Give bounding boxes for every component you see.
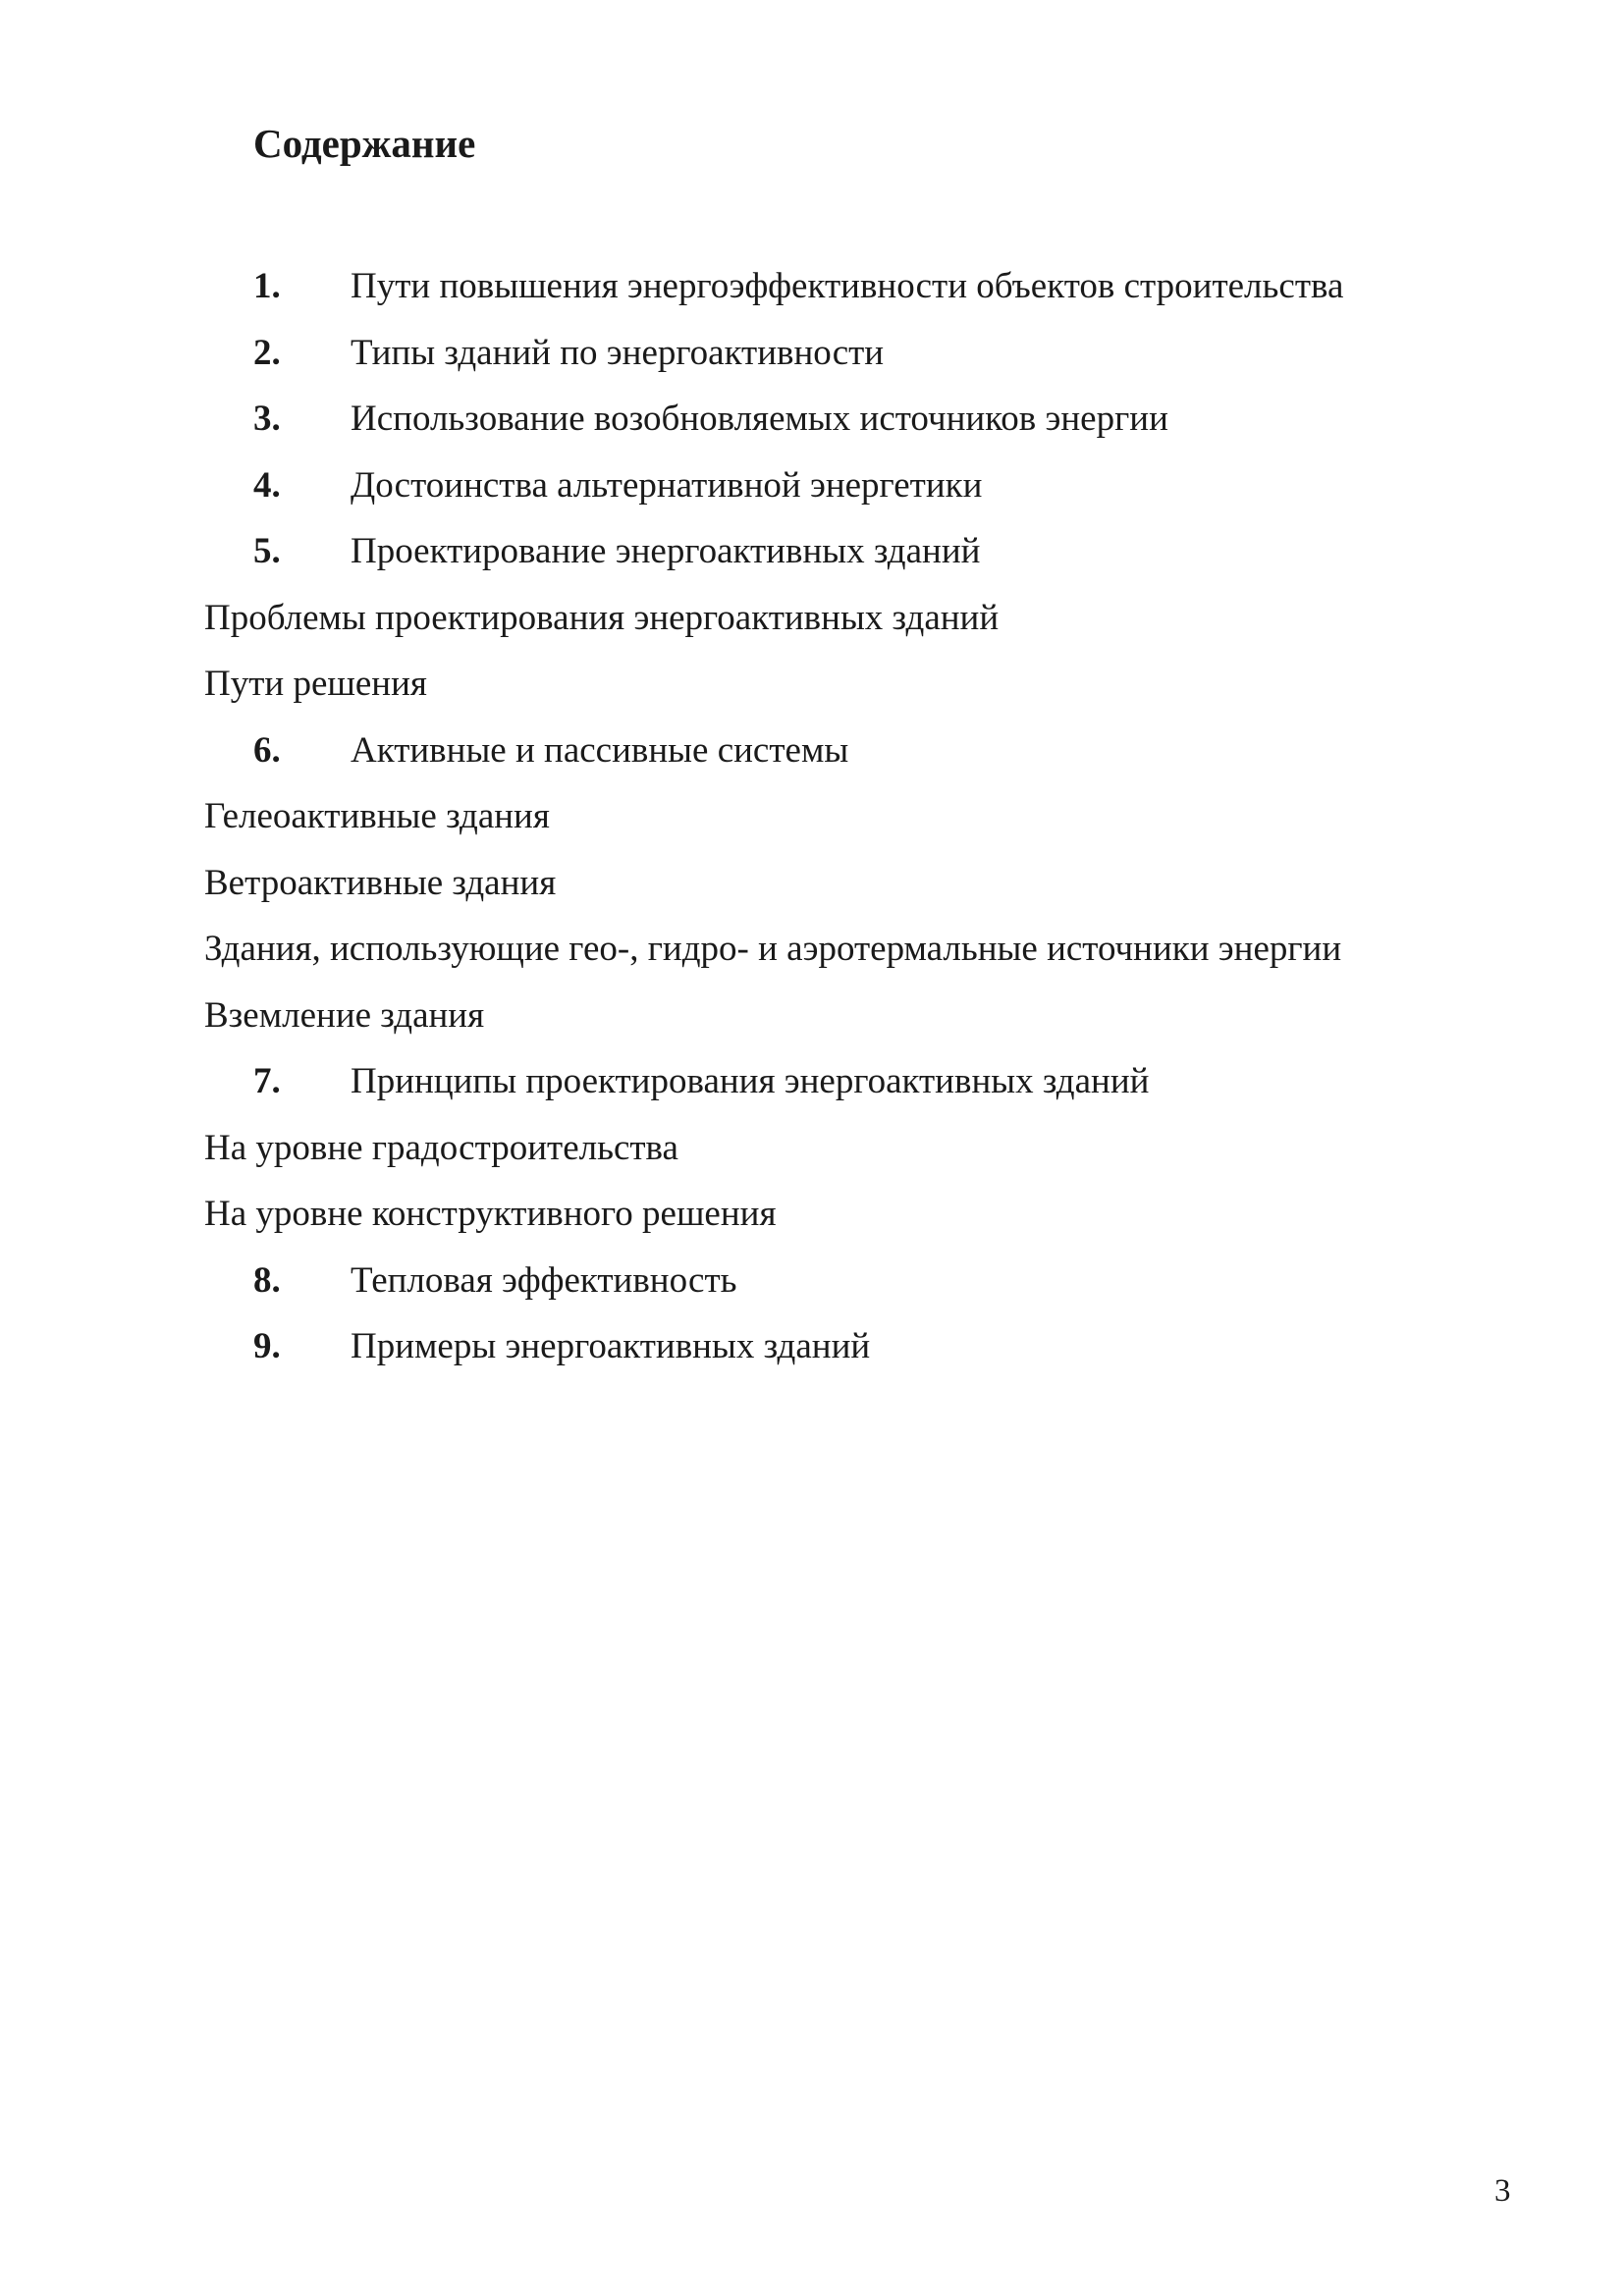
toc-item-number: 3. (253, 399, 281, 439)
toc-subitem (0, 793, 1624, 860)
toc-item-number: 2. (253, 332, 281, 373)
page-title: Содержание (253, 121, 476, 166)
toc-subitem-label: Вземление здания (204, 994, 485, 1036)
toc-subitem-label: Пути решения (204, 664, 427, 704)
toc-item-label: Пути повышения энергоэффективности объектов строительства (351, 266, 1344, 306)
toc-item-number: 6. (253, 729, 281, 771)
toc-subitem (0, 992, 1624, 1059)
toc-item (0, 396, 1624, 462)
toc-subitem-label: На уровне конструктивного решения (204, 1194, 777, 1234)
toc-item-label: Активные и пассивные системы (351, 729, 849, 771)
toc-subitem-label: Здания, использующие гео-, гидро- и аэротермальные источники энергии (204, 929, 1342, 969)
toc-item (0, 1323, 1624, 1390)
toc-item-label: Типы зданий по энергоактивности (351, 332, 885, 373)
toc-item (0, 727, 1624, 794)
toc-item-label: Проектирование энергоактивных зданий (351, 531, 981, 571)
toc-subitem-label: На уровне градостроительства (204, 1127, 678, 1168)
toc-item-label: Достоинства альтернативной энергетики (351, 464, 983, 506)
toc-item-number: 1. (253, 266, 281, 306)
toc-item-number: 9. (253, 1326, 281, 1366)
toc-subitem-label: Проблемы проектирования энергоактивных зданий (204, 597, 1000, 638)
toc-item (0, 528, 1624, 595)
toc-item-number: 7. (253, 1061, 281, 1101)
toc-subitem (0, 661, 1624, 727)
toc-subitem (0, 926, 1624, 992)
toc-item-number: 8. (253, 1259, 281, 1301)
toc-item (0, 1058, 1624, 1125)
toc-subitem (0, 1191, 1624, 1257)
toc-item-number: 4. (253, 464, 281, 506)
toc-subitem-label: Ветроактивные здания (204, 862, 557, 903)
page-number: 3 (1494, 2173, 1511, 2209)
toc-item-number: 5. (253, 531, 281, 571)
toc-item (0, 1257, 1624, 1324)
toc-item-label: Использование возобновляемых источников энергии (351, 399, 1168, 439)
toc-item-label: Тепловая эффективность (351, 1259, 737, 1301)
toc-subitem (0, 595, 1624, 662)
toc-subitem (0, 1125, 1624, 1192)
toc-item (0, 462, 1624, 529)
table-of-contents (0, 263, 1624, 1390)
toc-subitem (0, 860, 1624, 927)
toc-item-label: Примеры энергоактивных зданий (351, 1326, 871, 1366)
toc-item (0, 263, 1624, 330)
toc-item (0, 330, 1624, 397)
toc-subitem-label: Гелеоактивные здания (204, 796, 550, 836)
toc-item-label: Принципы проектирования энергоактивных зданий (351, 1061, 1150, 1101)
